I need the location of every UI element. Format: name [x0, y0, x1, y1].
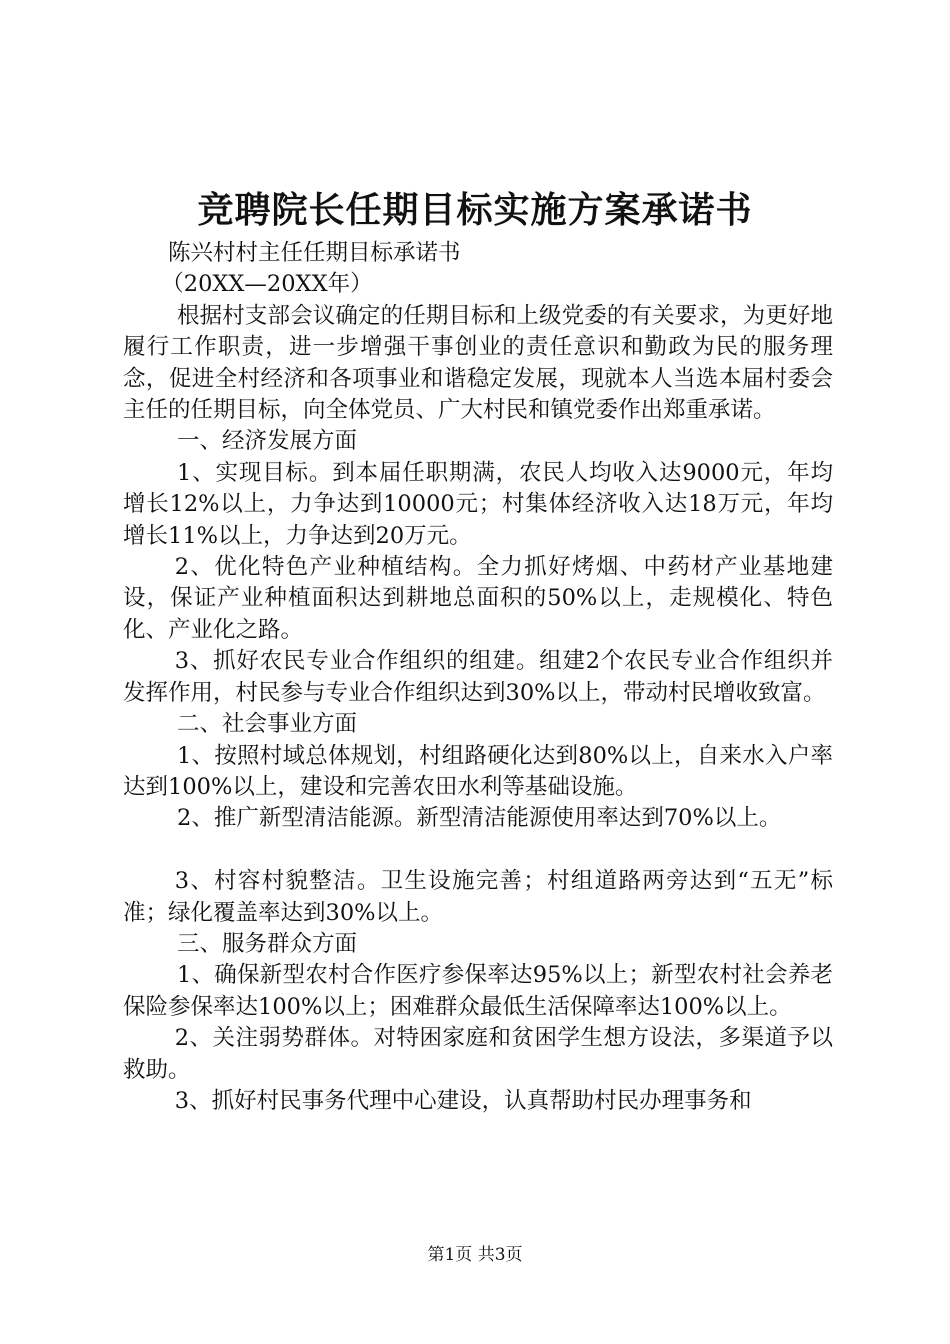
social-item-3: 3、村容村貌整洁。卫生设施完善；村组道路两旁达到“五无”标准；绿化覆盖率达到30%以上。 — [123, 868, 833, 926]
document-title: 竞聘院长任期目标实施方案承诺书 — [197, 189, 753, 231]
blank-line — [123, 835, 833, 866]
section-heading-service: 三、服务群众方面 — [177, 930, 358, 957]
page-number-footer: 第1页 共3页 — [427, 1245, 523, 1265]
social-item-2: 2、推广新型清洁能源。新型清洁能源使用率达到70%以上。 — [177, 805, 782, 832]
service-item-1: 1、确保新型农村合作医疗参保率达95%以上；新型农村社会养老保险参保率达100%以上；困难群众最低生活保障率达100%以上。 — [123, 962, 833, 1020]
document-body — [123, 238, 833, 1117]
economy-item-3: 3、抓好农民专业合作组织的组建。组建2个农民专业合作组织并发挥作用，村民参与专业合作组织达到30%以上，带动村民增收致富。 — [123, 648, 833, 706]
section-heading-social: 二、社会事业方面 — [177, 711, 358, 738]
economy-item-2: 2、优化特色产业种植结构。全力抓好烤烟、中药材产业基地建设，保证产业种植面积达到耕地总面积的50%以上，走规模化、特色化、产业化之路。 — [123, 554, 833, 643]
service-item-3: 3、抓好村民事务代理中心建设，认真帮助村民办理事务和 — [174, 1087, 752, 1114]
term-years-line: （20XX—20XX年） — [161, 271, 373, 298]
intro-paragraph: 根据村支部会议确定的任期目标和上级党委的有关要求，为更好地履行工作职责，进一步增强干事创业的责任意识和勤政为民的服务理念，促进全村经济和各项事业和谐稳定发展，现就本人当选本届村委会主任的任期目标，向全体党员、广大村民和镇党委作出郑重承诺。 — [123, 302, 833, 424]
social-item-1: 1、按照村域总体规划，村组路硬化达到80%以上，自来水入户率达到100%以上，建设和完善农田水利等基础设施。 — [123, 742, 833, 800]
economy-item-1: 1、实现目标。到本届任职期满，农民人均收入达9000元，年均增长12%以上，力争达到10000元；村集体经济收入达18万元，年均增长11%以上，力争达到20万元。 — [123, 459, 833, 549]
subtitle-line: 陈兴村村主任任期目标承诺书 — [168, 240, 461, 266]
section-heading-economy: 一、经济发展方面 — [177, 428, 358, 455]
service-item-2: 2、关注弱势群体。对特困家庭和贫困学生想方设法，多渠道予以救助。 — [123, 1025, 833, 1083]
